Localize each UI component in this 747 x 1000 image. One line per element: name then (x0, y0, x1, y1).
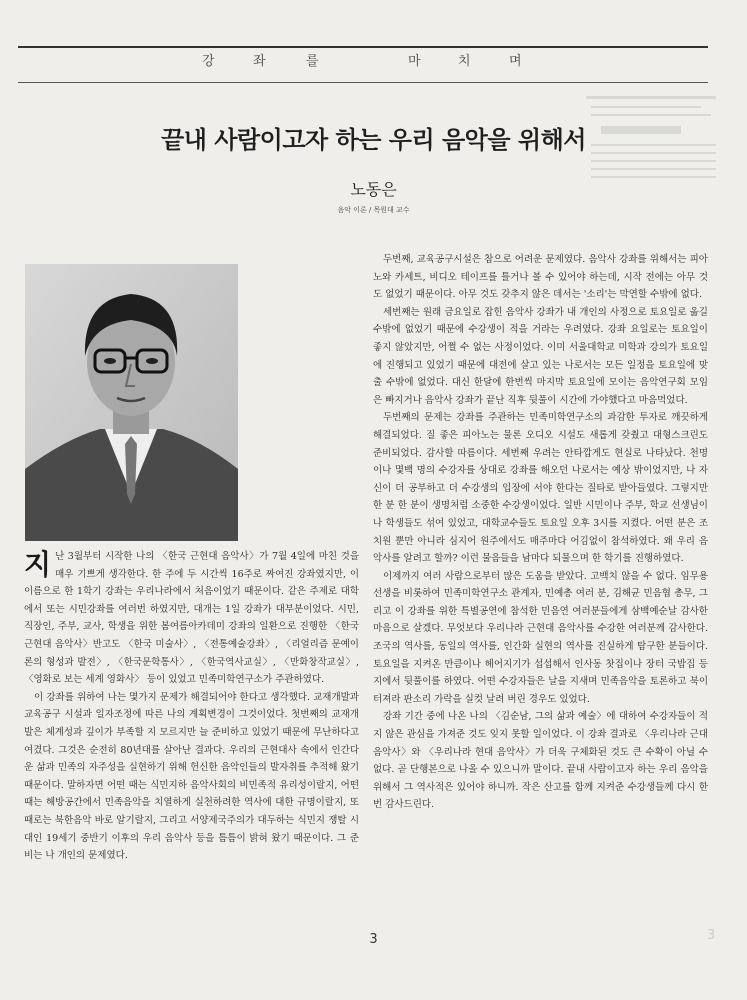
body-paragraph: 이제까지 여러 사람으로부터 많은 도움을 받았다. 고백치 않을 수 없다. 임무용 선생을 비롯하여 민족미학연구소 관계자, 민예총 여러 분, 김해균 민음협 총무, 그리고 이 강좌를 위한 특별공연에 참석한 민음연 여러분들에게 삼백예순날 감사한 마음으로 살겠다. 무엇보다 우리나라 근현대 음악사를 수강한 여러분께 감사한다. 조국의 역사를, 동일의 역사를, 인간화 실현의 역사를 진실하게 탐구한 분들이다. 토요일을 지켜온 만큼이나 헤어지기가 섭섭해서 인사동 찻집이나 장터 국밥집 등지에서 뒷풀이를 하였다. 어떤 수강자들은 날을 지새며 민족음악을 토론하고 북이 터져라 판소리 가락을 실컷 날려 버린 경우도 있었다. (373, 570, 708, 705)
article-column-right (373, 251, 708, 814)
header-char: 치 (458, 54, 473, 69)
body-paragraph: 강좌 기간 중에 나온 나의 〈김순남, 그의 삶과 예술〉에 대하여 수강자들이 적지 않은 관심을 가져준 것도 잊지 못할 일이었다. 이 강좌 결과로 〈우리나라 근대 음악사〉와 〈우리나라 현대 음악사〉가 더욱 구체화된 것도 큰 수확이 아닐 수 없다. 곧 단행본으로 나올 수 있으니까 말이다. 끝내 사람이고자 하는 우리 음악을 위해서 그 역사적은 있어야 하니까. 작은 산고를 함께 지켜준 수강생들께 다시 한번 감사드린다. (373, 711, 708, 811)
article-title: 끝내 사람이고자 하는 우리 음악을 위해서 (161, 126, 586, 154)
header-char: 강 (202, 54, 217, 69)
author-name: 노동은 (350, 180, 397, 199)
body-paragraph: 이 강좌를 위하여 나는 몇가지 문제가 해결되어야 한다고 생각했다. 교재개발과 교육공구 시설과 일자조정에 따른 나의 계획변경이 그것이었다. 첫번째의 교재개발은 체계성과 깊이가 부족할 지 모르지만 늘 준비하고 있었기 때문에 무난하다고 여겼다. 그것은 순전히 80년대를 살아난 결과다. 우리의 근현대사 속에서 인간다운 삶과 민족의 자주성을 실현하기 위해 헌신한 음악인들의 발자취를 추적해 왔기 때문이다. 말하자면 어떤 때는 식민지하 음악사회의 비민족적 유리성이랄지, 어떤 때는 해방공간에서 민족음악을 치열하게 실천하려한 역사에 대한 규명이랄지, 또 때로는 북한음악 바로 알기랄지, 그리고 서양제국주의가 대두하는 식민지 쟁탈 시대인 19세기 중반기 이후의 우리 음악사 등을 틈틈이 밝혀 왔기 때문이다. 그 준비는 나 개인의 문제였다. (24, 691, 359, 862)
body-paragraph: 두번째, 교육공구시설은 참으로 어려운 문제였다. 음악사 강좌를 위해서는 피아노와 카세트, 비디오 테이프를 틀거나 볼 수 있어야 하는데, 시작 전에는 아무 것도 없었기 때문이다. 아무 것도 갖추지 않은 데서는 '소리'는 막연할 수밖에 없다. (373, 254, 708, 301)
author-photo (25, 264, 238, 541)
header-rule-top (18, 46, 708, 48)
body-paragraph: 지난 3월부터 시작한 나의 〈한국 근현대 음악사〉가 7월 4일에 마친 것을 매우 기쁘게 생각한다. 한 주에 두 시간씩 16주로 짜여진 강좌였지만, 이 이름으로 한 1학기 강좌는 우리나라에서 처음이었기 때문이다. 같은 주제로 대학에서 또는 시민강좌를 여러번 하였지만, 대개는 1일 강좌가 대부분이었다. 시민,직장인, 주부, 교사, 학생을 위한 봄여름아카데미 강좌의 일환으로 진행한 〈한국 근현대 음악사〉반고도 〈한국 미술사〉, 〈전통예술강좌〉, 〈리얼리즘 문예이론의 형성과 발전〉, 〈한국문학통사〉, 〈한국역사교실〉, 〈만화창작교실〉, 〈영화로 보는 세계 영화사〉 등이 있었고 민족미학연구소가 주관하였다. (24, 548, 359, 686)
drop-cap: 지 (24, 548, 52, 581)
header-rule-bottom (18, 82, 708, 83)
header-char: 좌 (253, 54, 268, 69)
show-through-page-number: 3 (707, 928, 716, 943)
page-number: 3 (369, 932, 378, 947)
header-char: 마 (408, 54, 423, 69)
article-column-left (24, 548, 359, 865)
body-paragraph: 세번째는 원래 금요일로 잡힌 음악사 강좌가 내 개인의 사정으로 토요일로 옮길 수밖에 없었기 때문에 수강생이 적을 거라는 우려였다. 강좌 요일로는 토요일이 좋지 않았지만, 어쩔 수 없는 사정이었다. 이미 서울대학교 미학과 강의가 토요일에 진행되고 있었기 때문에 대전에 살고 있는 나로서는 모든 일정을 토요일에 맞출 수밖에 없었다. 대신 한달에 한번씩 마지막 토요일에 모이는 음악연구회 모임은 빠지거나 음악사 강좌가 끝난 직후 뒷풀이 시간에 가야했다고 마음먹었다. (373, 306, 708, 406)
header-char: 를 (306, 54, 321, 69)
body-paragraph: 두번째의 문제는 강좌를 주관하는 민족미학연구소의 과감한 투자로 깨끗하게 해결되었다. 질 좋은 피아노는 물론 오디오 시설도 새롭게 갖췄고 대형스크린도 준비되었다. 감사할 따름이다. 세번째 우려는 안타깝게도 현실로 나타났다. 천명이나 몇백 명의 수강자를 상대로 강좌를 해오던 나로서는 예상 밖이었지만, 나 자신이 더 공부하고 더 수강생의 입장에 서야 한다는 질타로 받아들였다. 그렇지만 한 분 한 분이 생명처럼 소중한 수강생이었다. 일반 시민이나 주부, 학교 선생님이나 학생들도 섞여 있었고, 대학교수들도 토요일 오후 3시를 지켰다. 어떤 분은 조치원 뿐만 아니라 심지어 원주에서도 매주마다 어김없이 참석하였다. 왜 우리 음악사를 알려고 할까? 이런 물음들을 남마다 되물으며 한 학기를 진행하였다. (373, 412, 708, 565)
author-role: 음악 이론 / 목원대 교수 (337, 206, 410, 214)
header-char: 며 (509, 54, 524, 69)
